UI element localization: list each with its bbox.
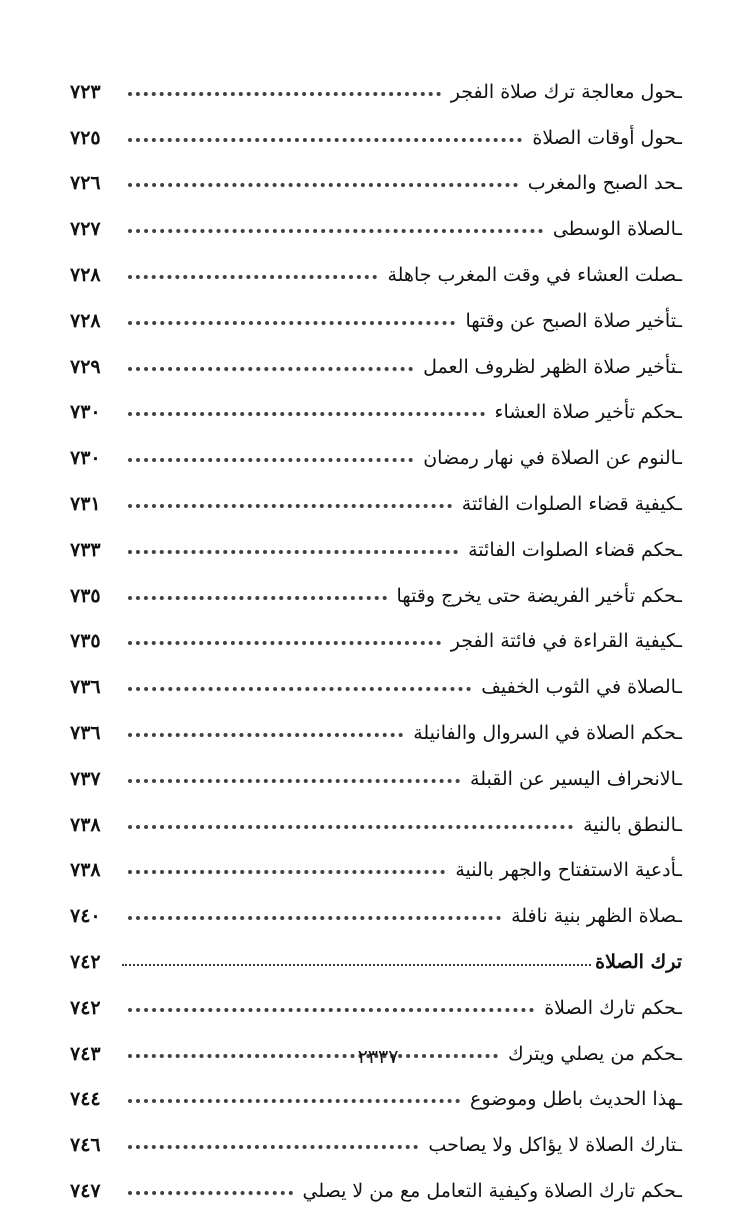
toc-entry-title: ـحكم تأخير الفريضة حتى يخرج وقتها (396, 584, 682, 607)
toc-entry (70, 245, 682, 291)
toc-entry (70, 566, 682, 612)
toc-entry (70, 657, 682, 703)
toc-entry-title: ـحكم من يصلي ويترك (508, 1042, 682, 1065)
toc-entry-title: ـتأخير صلاة الظهر لظروف العمل (423, 355, 682, 378)
toc-page-number: ٧٣٠ (70, 447, 101, 470)
toc-page-number: ٧٣١ (70, 492, 101, 515)
toc-page-number: ٧٢٣ (70, 80, 101, 103)
toc-entry (70, 62, 682, 108)
toc-page-number: ٧٣٦ (70, 721, 101, 744)
toc-entry-title: ـحكم تأخير صلاة العشاء (494, 401, 682, 424)
toc-entry-title: ـهذا الحديث باطل وموضوع (470, 1088, 682, 1111)
toc-entry (70, 886, 682, 932)
toc-entry-title: ـالنوم عن الصلاة في نهار رمضان (423, 447, 682, 470)
dot-leader (128, 1099, 460, 1103)
toc-entry (70, 108, 682, 154)
dot-leader (128, 138, 522, 142)
table-of-contents (70, 62, 682, 1207)
toc-page-number: ٧٢٨ (70, 309, 101, 332)
dot-leader (128, 779, 460, 783)
dot-leader (128, 412, 485, 416)
toc-entry-title: ـالصلاة الوسطى (552, 218, 682, 241)
toc-entry (70, 520, 682, 566)
toc-entry (70, 291, 682, 337)
dot-leader (128, 92, 441, 96)
dot-leader (128, 229, 543, 233)
toc-entry (70, 1161, 682, 1207)
toc-entry-title: ـحول معالجة ترك صلاة الفجر (450, 80, 682, 103)
toc-entry (70, 1115, 682, 1161)
toc-page-number: ٧٣٨ (70, 813, 101, 836)
toc-page-number: ٧٢٧ (70, 218, 101, 241)
toc-page-number: ٧٤٤ (70, 1088, 101, 1111)
page-number: ٢٣٣٧ (357, 1046, 399, 1068)
toc-entry-title: ـحكم قضاء الصلوات الفائتة (468, 538, 682, 561)
dot-leader (128, 1008, 534, 1012)
toc-entry-title: ـتأخير صلاة الصبح عن وقتها (465, 309, 682, 332)
toc-page-number: ٧٣٠ (70, 401, 101, 424)
toc-entry-title: ـحكم الصلاة في السروال والفانيلة (413, 721, 682, 744)
toc-entry (70, 154, 682, 200)
toc-entry-title: ـتارك الصلاة لا يؤاكل ولا يصاحب (428, 1134, 682, 1157)
toc-entry-title: ـالنطق بالنية (583, 813, 682, 836)
dot-leader (128, 550, 458, 554)
dot-leader (128, 641, 441, 645)
toc-entry-title: ـحد الصبح والمغرب (527, 172, 682, 195)
toc-entry (70, 841, 682, 887)
toc-page-number: ٧٣٥ (70, 630, 101, 653)
toc-section-heading (70, 932, 682, 978)
toc-entry (70, 337, 682, 383)
dot-leader (128, 504, 452, 508)
toc-page-number: ٧٤٧ (70, 1179, 101, 1202)
toc-entry-title: ـكيفية قضاء الصلوات الفائتة (461, 492, 682, 515)
toc-entry (70, 383, 682, 429)
dot-leader (128, 825, 573, 829)
toc-page-number: ٧٣٣ (70, 538, 101, 561)
dot-leader (128, 321, 455, 325)
toc-page-number: ٧٢٥ (70, 126, 101, 149)
toc-page-number: ٧٣٨ (70, 859, 101, 882)
dot-leader (122, 964, 591, 966)
dot-leader (128, 183, 518, 187)
toc-page-number: ٧٤٣ (70, 1042, 101, 1065)
toc-entry-title: ـالصلاة في الثوب الخفيف (481, 676, 682, 699)
toc-entry-title: ـصلاة الظهر بنية نافلة (511, 905, 682, 928)
toc-entry (70, 1070, 682, 1116)
toc-page-number: ٧٣٥ (70, 584, 101, 607)
toc-page-number: ٧٤٠ (70, 905, 101, 928)
dot-leader (128, 870, 445, 874)
toc-entry (70, 703, 682, 749)
toc-page-number: ٧٣٦ (70, 676, 101, 699)
toc-entry-title: ـحكم تارك الصلاة وكيفية التعامل مع من لا يصلي (302, 1179, 682, 1202)
toc-page-number: ٧٣٧ (70, 767, 101, 790)
toc-entry-title: ـحول أوقات الصلاة (532, 126, 682, 149)
dot-leader (128, 367, 413, 371)
dot-leader (128, 1145, 418, 1149)
toc-entry (70, 749, 682, 795)
dot-leader (128, 687, 471, 691)
toc-entry (70, 428, 682, 474)
dot-leader (128, 275, 377, 279)
toc-entry-title: ـحكم تارك الصلاة (544, 996, 682, 1019)
dot-leader (128, 733, 403, 737)
toc-entry-title: ـصلت العشاء في وقت المغرب جاهلة (387, 263, 682, 286)
toc-entry-title: ترك الصلاة (595, 950, 682, 973)
toc-page-number: ٧٤٢ (70, 996, 101, 1019)
toc-page-number: ٧٢٩ (70, 355, 101, 378)
toc-page-number: ٧٤٦ (70, 1134, 101, 1157)
toc-page-number: ٧٤٢ (70, 950, 101, 973)
toc-entry-title: ـالانحراف اليسير عن القبلة (470, 767, 682, 790)
dot-leader (128, 916, 501, 920)
dot-leader (128, 458, 413, 462)
toc-entry (70, 795, 682, 841)
toc-entry-title: ـأدعية الاستفتاح والجهر بالنية (455, 859, 682, 882)
dot-leader (128, 596, 387, 600)
toc-entry-title: ـكيفية القراءة في فائتة الفجر (450, 630, 682, 653)
toc-entry (70, 978, 682, 1024)
toc-page-number: ٧٢٨ (70, 263, 101, 286)
dot-leader (128, 1191, 293, 1195)
toc-entry (70, 474, 682, 520)
toc-entry (70, 612, 682, 658)
toc-page-number: ٧٢٦ (70, 172, 101, 195)
toc-entry (70, 199, 682, 245)
